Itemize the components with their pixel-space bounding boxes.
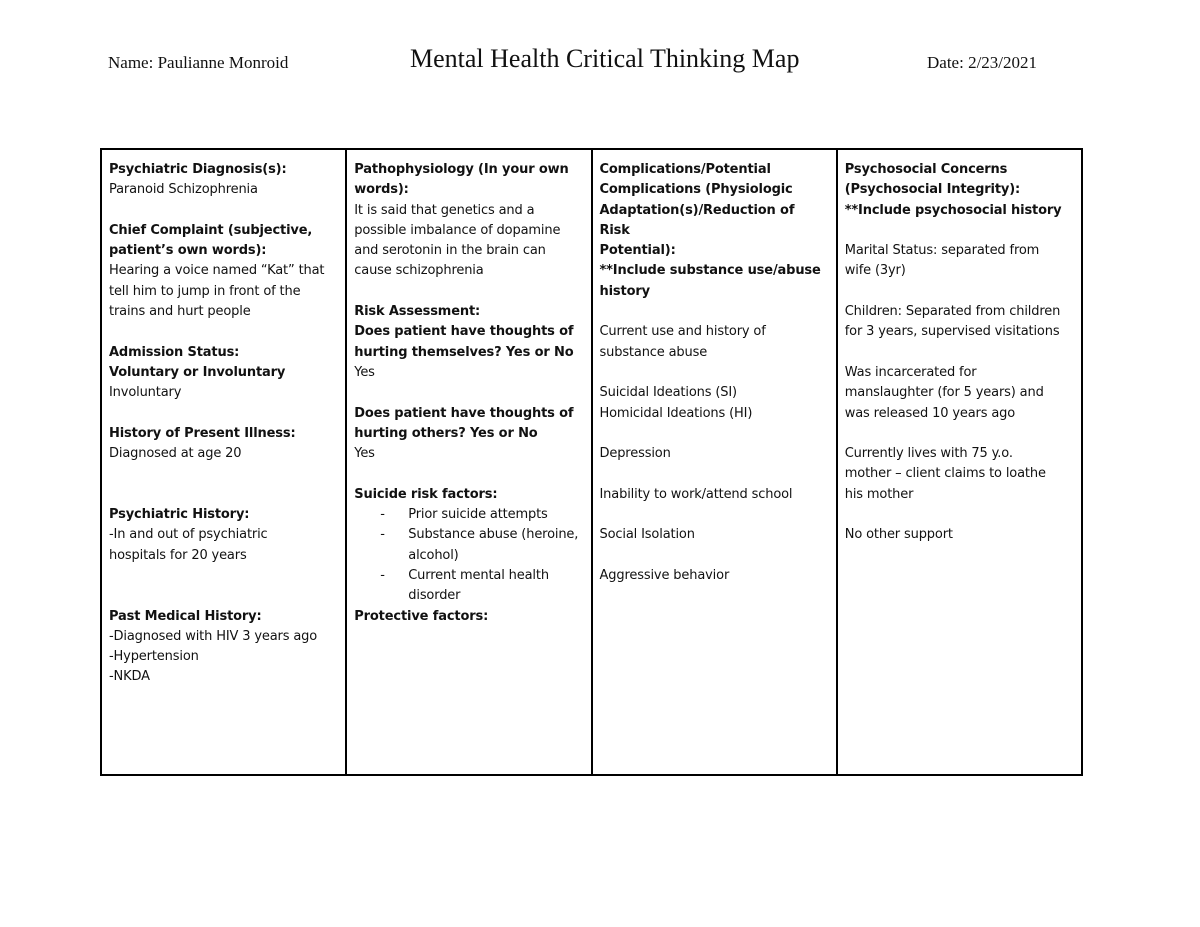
student-name: Name: Paulianne Monroid xyxy=(108,53,289,72)
past-medical-history-item: -Hypertension xyxy=(109,649,199,665)
psychosocial-item: Currently lives with 75 y.o. xyxy=(844,446,1013,462)
complication-item: Social Isolation xyxy=(599,527,695,543)
harm-others-question: Does patient have thoughts of xyxy=(354,405,574,421)
chief-complaint-heading: patient’s own words): xyxy=(109,243,267,259)
complications-heading: Complications (Physiologic xyxy=(599,182,793,198)
chief-complaint-value: trains and hurt people xyxy=(109,304,251,320)
psychosocial-item: wife (3yr) xyxy=(844,263,906,279)
diagnosis-value: Paranoid Schizophrenia xyxy=(109,182,258,198)
self-harm-question: Does patient have thoughts of xyxy=(354,324,574,340)
page-header xyxy=(0,0,1200,120)
risk-assessment-heading: Risk Assessment: xyxy=(354,304,481,320)
complications-heading: Complications/Potential xyxy=(599,162,771,177)
pathophysiology-column xyxy=(347,150,592,774)
pathophysiology-value: possible imbalance of dopamine xyxy=(354,222,561,238)
psychosocial-heading: Psychosocial Concerns xyxy=(844,162,1008,177)
psychiatric-history-value: -In and out of psychiatric xyxy=(109,527,268,543)
complications-column xyxy=(593,150,838,774)
psychiatric-history-value: hospitals for 20 years xyxy=(109,547,247,563)
chief-complaint-heading: Chief Complaint (subjective, xyxy=(109,222,313,238)
psychosocial-item: Children: Separated from children xyxy=(844,304,1061,320)
critical-thinking-map-table xyxy=(100,148,1083,776)
self-harm-question: hurting themselves? Yes or No xyxy=(354,344,574,360)
complication-item: substance abuse xyxy=(599,344,708,360)
admission-status-heading: Admission Status: xyxy=(109,344,240,360)
past-medical-history-item: -Diagnosed with HIV 3 years ago xyxy=(109,628,318,644)
suicide-risk-list xyxy=(354,505,582,606)
pathophysiology-value: It is said that genetics and a xyxy=(354,202,535,218)
complications-heading: **Include substance use/abuse xyxy=(599,263,821,279)
psychiatric-history-heading: Psychiatric History: xyxy=(109,507,250,523)
chief-complaint-value: Hearing a voice named “Kat” that xyxy=(109,263,325,279)
psychosocial-item: mother – client claims to loathe xyxy=(844,466,1046,482)
psychosocial-heading: **Include psychosocial history xyxy=(844,202,1062,218)
psychosocial-item: manslaughter (for 5 years) and xyxy=(844,385,1044,401)
psychosocial-item: for 3 years, supervised visitations xyxy=(844,324,1060,340)
psychosocial-item: Marital Status: separated from xyxy=(844,243,1040,259)
suicide-risk-item: - Current mental health disorder xyxy=(380,566,582,607)
complication-item: Aggressive behavior xyxy=(599,567,730,583)
pathophysiology-value: and serotonin in the brain can xyxy=(354,243,546,259)
page-title: Mental Health Critical Thinking Map xyxy=(410,44,800,73)
pathophysiology-heading: words): xyxy=(354,182,409,198)
date: Date: 2/23/2021 xyxy=(927,53,1038,72)
admission-status-value: Involuntary xyxy=(109,385,182,401)
suicide-risk-item: - Prior suicide attempts xyxy=(380,505,582,525)
psychosocial-item: was released 10 years ago xyxy=(844,405,1016,421)
harm-others-question: hurting others? Yes or No xyxy=(354,425,538,441)
complication-item: Suicidal Ideations (SI) xyxy=(599,385,737,401)
psychosocial-item: No other support xyxy=(844,527,953,543)
self-harm-answer: Yes xyxy=(354,364,375,380)
complications-heading: Adaptation(s)/Reduction of Risk xyxy=(599,202,795,238)
psychosocial-heading: (Psychosocial Integrity): xyxy=(844,182,1021,198)
complication-item: Depression xyxy=(599,446,671,462)
complications-heading: Potential): xyxy=(599,243,676,259)
suicide-risk-heading: Suicide risk factors: xyxy=(354,486,498,502)
admission-status-options: Voluntary or Involuntary xyxy=(109,364,286,380)
complication-item: Inability to work/attend school xyxy=(599,486,793,502)
diagnosis-column xyxy=(102,150,347,774)
psychosocial-column xyxy=(838,150,1081,774)
harm-others-answer: Yes xyxy=(354,446,375,462)
psychosocial-item: his mother xyxy=(844,486,914,502)
protective-factors-heading: Protective factors: xyxy=(354,608,489,624)
diagnosis-heading: Psychiatric Diagnosis(s): xyxy=(109,162,287,177)
psychosocial-item: Was incarcerated for xyxy=(844,364,977,380)
pathophysiology-heading: Pathophysiology (In your own xyxy=(354,162,569,177)
chief-complaint-value: tell him to jump in front of the xyxy=(109,283,301,299)
complications-heading: history xyxy=(599,283,650,299)
past-medical-history-item: -NKDA xyxy=(109,669,150,685)
complication-item: Homicidal Ideations (HI) xyxy=(599,405,753,421)
pathophysiology-value: cause schizophrenia xyxy=(354,263,484,279)
past-medical-history-heading: Past Medical History: xyxy=(109,608,262,624)
hpi-value: Diagnosed at age 20 xyxy=(109,446,242,462)
hpi-heading: History of Present Illness: xyxy=(109,425,296,441)
complication-item: Current use and history of xyxy=(599,324,766,340)
suicide-risk-item: - Substance abuse (heroine, alcohol) xyxy=(380,525,582,566)
